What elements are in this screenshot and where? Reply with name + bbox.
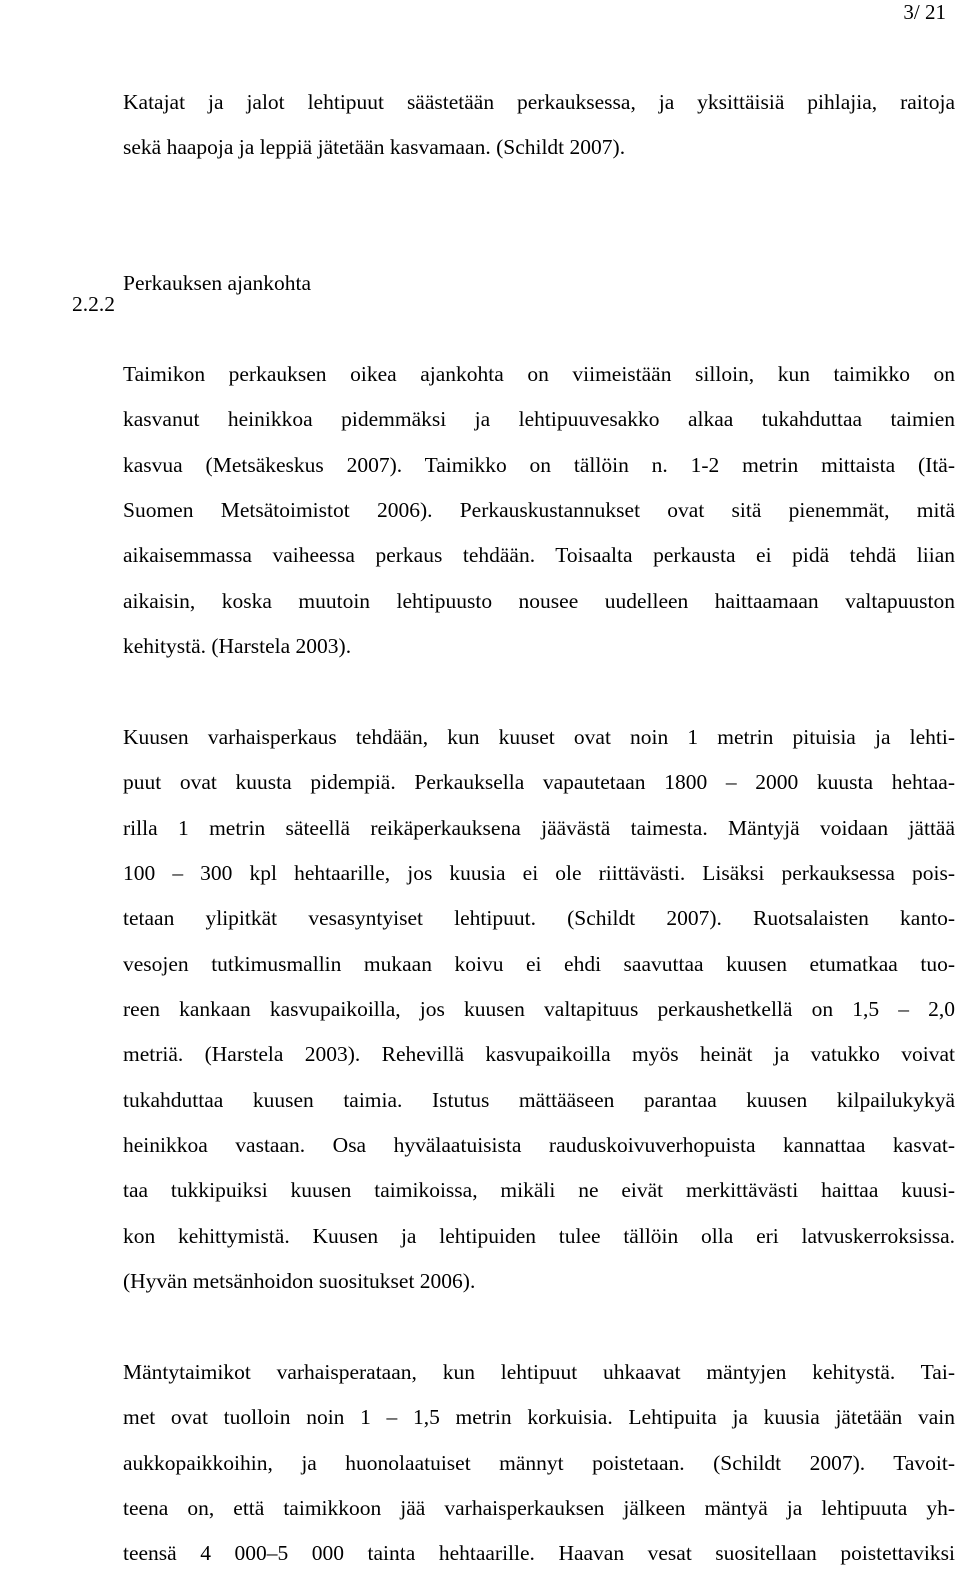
text-line: puut ovat kuusta pidempiä. Perkauksella vapautetaan 1800 – 2000 kuusta hehtaa- [123,770,955,794]
text-line: aikaisemmassa vaiheessa perkaus tehdään. Toisaalta perkausta ei pidä tehdä liian [123,543,955,567]
text-line: taa tukkipuiksi kuusen taimikoissa, mikäli ne eivät merkittävästi haittaa kuusi- [123,1178,955,1202]
section-title: Perkauksen ajankohta [123,271,312,295]
text-line: heinikkoa vastaan. Osa hyvälaatuisista rauduskoivuverhopuista kannattaa kasvat- [123,1133,955,1157]
text-line: tukahduttaa kuusen taimia. Istutus mättääseen parantaa kuusen kilpailukykyä [123,1088,955,1112]
text-line: teensä 4 000–5 000 tainta hehtaarille. Haavan vesat suositellaan poistettaviksi [123,1541,955,1565]
text-line: Kuusen varhaisperkaus tehdään, kun kuuset ovat noin 1 metrin pituisia ja lehti- [123,725,955,749]
text-line: kasvua (Metsäkeskus 2007). Taimikko on tällöin n. 1-2 metrin mittaista (Itä- [123,453,955,477]
section-heading [72,269,312,316]
text-line: rilla 1 metrin säteellä reikäperkauksena jäävästä taimesta. Mäntyjä voidaan jättää [123,816,955,840]
text-line: (Hyvän metsänhoidon suositukset 2006). [123,1269,476,1293]
text-line: Taimikon perkauksen oikea ajankohta on viimeistään silloin, kun taimikko on [123,362,955,386]
text-line: sekä haapoja ja leppiä jätetään kasvamaan. (Schildt 2007). [123,135,626,159]
section-number: 2.2.2 [72,292,115,316]
text-line: kehitystä. (Harstela 2003). [123,634,352,658]
text-line: kon kehittymistä. Kuusen ja lehtipuiden tulee tällöin olla eri latvuskerroksissa. [123,1224,955,1248]
text-line: tetaan ylipitkät vesasyntyiset lehtipuut. (Schildt 2007). Ruotsalaisten kanto- [123,906,955,930]
text-line: met ovat tuolloin noin 1 – 1,5 metrin korkuisia. Lehtipuita ja kuusia jätetään vain [123,1405,955,1429]
text-line: vesojen tutkimusmallin mukaan koivu ei ehdi saavuttaa kuusen etumatkaa tuo- [123,952,955,976]
text-line: Katajat ja jalot lehtipuut säästetään perkauksessa, ja yksittäisiä pihlajia, raitoja [123,90,955,114]
text-line: aikaisin, koska muutoin lehtipuusto nousee uudelleen haittaamaan valtapuuston [123,589,955,613]
text-line: metriä. (Harstela 2003). Rehevillä kasvupaikoilla myös heinät ja vatukko voivat [123,1042,955,1066]
text-line: aukkopaikkoihin, ja huonolaatuiset männyt poistetaan. (Schildt 2007). Tavoit- [123,1451,955,1475]
text-line: teena on, että taimikkoon jää varhaisperkauksen jälkeen mäntyä ja lehtipuuta yh- [123,1496,955,1520]
text-line: reen kankaan kasvupaikoilla, jos kuusen valtapituus perkaushetkellä on 1,5 – 2,0 [123,997,955,1021]
text-line: 100 – 300 kpl hehtaarille, jos kuusia ei ole riittävästi. Lisäksi perkauksessa pois- [123,861,955,885]
page-number: 3/ 21 [903,0,946,24]
text-line: Mäntytaimikot varhaisperataan, kun lehtipuut uhkaavat mäntyjen kehitystä. Tai- [123,1360,955,1384]
text-line: Suomen Metsätoimistot 2006). Perkauskustannukset ovat sitä pienemmät, mitä [123,498,955,522]
text-line: kasvanut heinikkoa pidemmäksi ja lehtipuuvesakko alkaa tukahduttaa taimien [123,407,955,431]
